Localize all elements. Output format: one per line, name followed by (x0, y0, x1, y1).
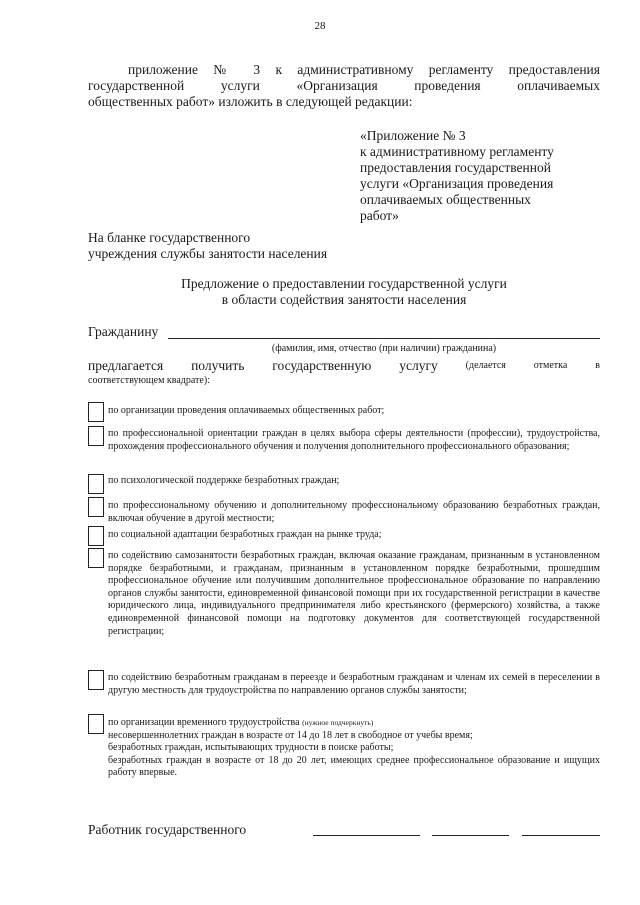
option-text: по психологической поддержке безработных граждан; (108, 475, 340, 486)
citizen-name-field[interactable] (168, 338, 600, 339)
fio-hint: (фамилия, имя, отчество (при наличии) гражданина) (271, 343, 497, 354)
option-checkbox[interactable] (88, 474, 104, 494)
option-text: по содействию безработным гражданам в переезде и безработным гражданам и членам их семей в переселении в другую местность для трудоустройства по направлению органов службы занятости; (108, 672, 600, 696)
option-text: по организации проведения оплачиваемых общественных работ; (108, 405, 385, 416)
form-title-line: в области содействия занятости населения (221, 292, 467, 307)
signature-line-sign[interactable] (432, 835, 509, 836)
option-relocation (88, 670, 600, 712)
option-checkbox[interactable] (88, 670, 104, 690)
offer-word: услугу (399, 358, 438, 373)
intro-line: государственной услуги «Организация проведения оплачиваемых (88, 78, 600, 93)
option-vocational-training (88, 497, 600, 525)
option-sub-item: безработных граждан, испытывающих трудности в поиске работы; (108, 742, 394, 754)
option-checkbox[interactable] (88, 548, 104, 568)
appendix-line: предоставления государственной (360, 160, 551, 175)
offer-hint-word: отметка (533, 360, 568, 371)
option-checkbox[interactable] (88, 426, 104, 446)
signature-label: Работник государственного (88, 822, 247, 837)
option-checkbox[interactable] (88, 497, 104, 517)
appendix-line: к административному регламенту (360, 144, 554, 159)
intro-line: приложение № 3 к административному регламенту предоставления (128, 62, 600, 77)
form-title (88, 276, 600, 308)
option-checkbox[interactable] (88, 526, 104, 546)
option-self-employment (88, 548, 600, 668)
option-sub-item: несовершеннолетних граждан в возрасте от 14 до 18 лет в свободное от учебы время; (108, 729, 473, 741)
option-social-adaptation (88, 526, 600, 546)
option-psychological-support (88, 474, 600, 494)
option-checkbox[interactable] (88, 714, 104, 734)
option-text: по организации временного трудоустройства (108, 717, 300, 728)
option-public-works (88, 402, 600, 422)
signature-line-name[interactable] (522, 835, 600, 836)
intro-paragraph (88, 62, 600, 110)
letterhead-line: учреждения службы занятости населения (88, 246, 328, 261)
intro-line: общественных работ» изложить в следующей редакции: (88, 94, 413, 109)
option-hint: (нужное подчеркнуть) (302, 718, 374, 727)
appendix-line: оплачиваемых общественных (360, 192, 531, 207)
offer-line: соответствующем квадрате): (88, 375, 210, 386)
offer-word: государственную (272, 358, 372, 373)
page-number: 28 (314, 20, 326, 32)
option-text: по содействию самозанятости безработных граждан, включая оказание гражданам, признанным в установленном порядке безработными, и гражданам, признанным в установленном порядке безработными, прошедшим профессиональное обучение или получившим дополнительное профессиональное образование по направлению органов службы занятости, единовременной финансовой помощи при их государственной регистрации в качестве юридического лица, индивидуального предпринимателя либо крестьянского (фермерского) хозяйства, а также единовременной финансовой помощи на подготовку документов для соответствующей государственной регистрации; (108, 550, 600, 637)
option-career-guidance (88, 426, 600, 468)
option-text: по профессиональному обучению и дополнительному профессиональному образованию безработных граждан, включая обучение в другой местности; (108, 500, 600, 524)
letterhead-note (88, 230, 327, 262)
letterhead-line: На бланке государственного (88, 230, 251, 245)
signature-line-position[interactable] (313, 835, 420, 836)
citizen-label: Гражданину (88, 324, 159, 339)
option-temporary-employment (88, 714, 600, 794)
appendix-line: услуги «Организация проведения (360, 176, 554, 191)
offer-hint-word: в (595, 360, 600, 371)
option-text: по социальной адаптации безработных граждан на рынке труда; (108, 529, 382, 540)
offer-text (88, 358, 600, 388)
appendix-line: работ» (360, 208, 399, 223)
form-title-line: Предложение о предоставлении государственной услуги (181, 276, 507, 291)
offer-hint-word: (делается (465, 360, 506, 371)
offer-word: получить (191, 358, 245, 373)
option-sub-item: безработных граждан в возрасте от 18 до 20 лет, имеющих среднее профессиональное образование и ищущих работу впервые. (108, 754, 600, 779)
option-text: по профессиональной ориентации граждан в целях выбора сферы деятельности (профессии), трудоустройства, прохождения профессионального обучения и получения дополнительного профессионального образования; (108, 428, 600, 452)
appendix-line: «Приложение № 3 (360, 128, 466, 143)
appendix-header (360, 128, 600, 224)
option-text-block (108, 717, 600, 780)
option-checkbox[interactable] (88, 402, 104, 422)
offer-word: предлагается (88, 358, 164, 373)
